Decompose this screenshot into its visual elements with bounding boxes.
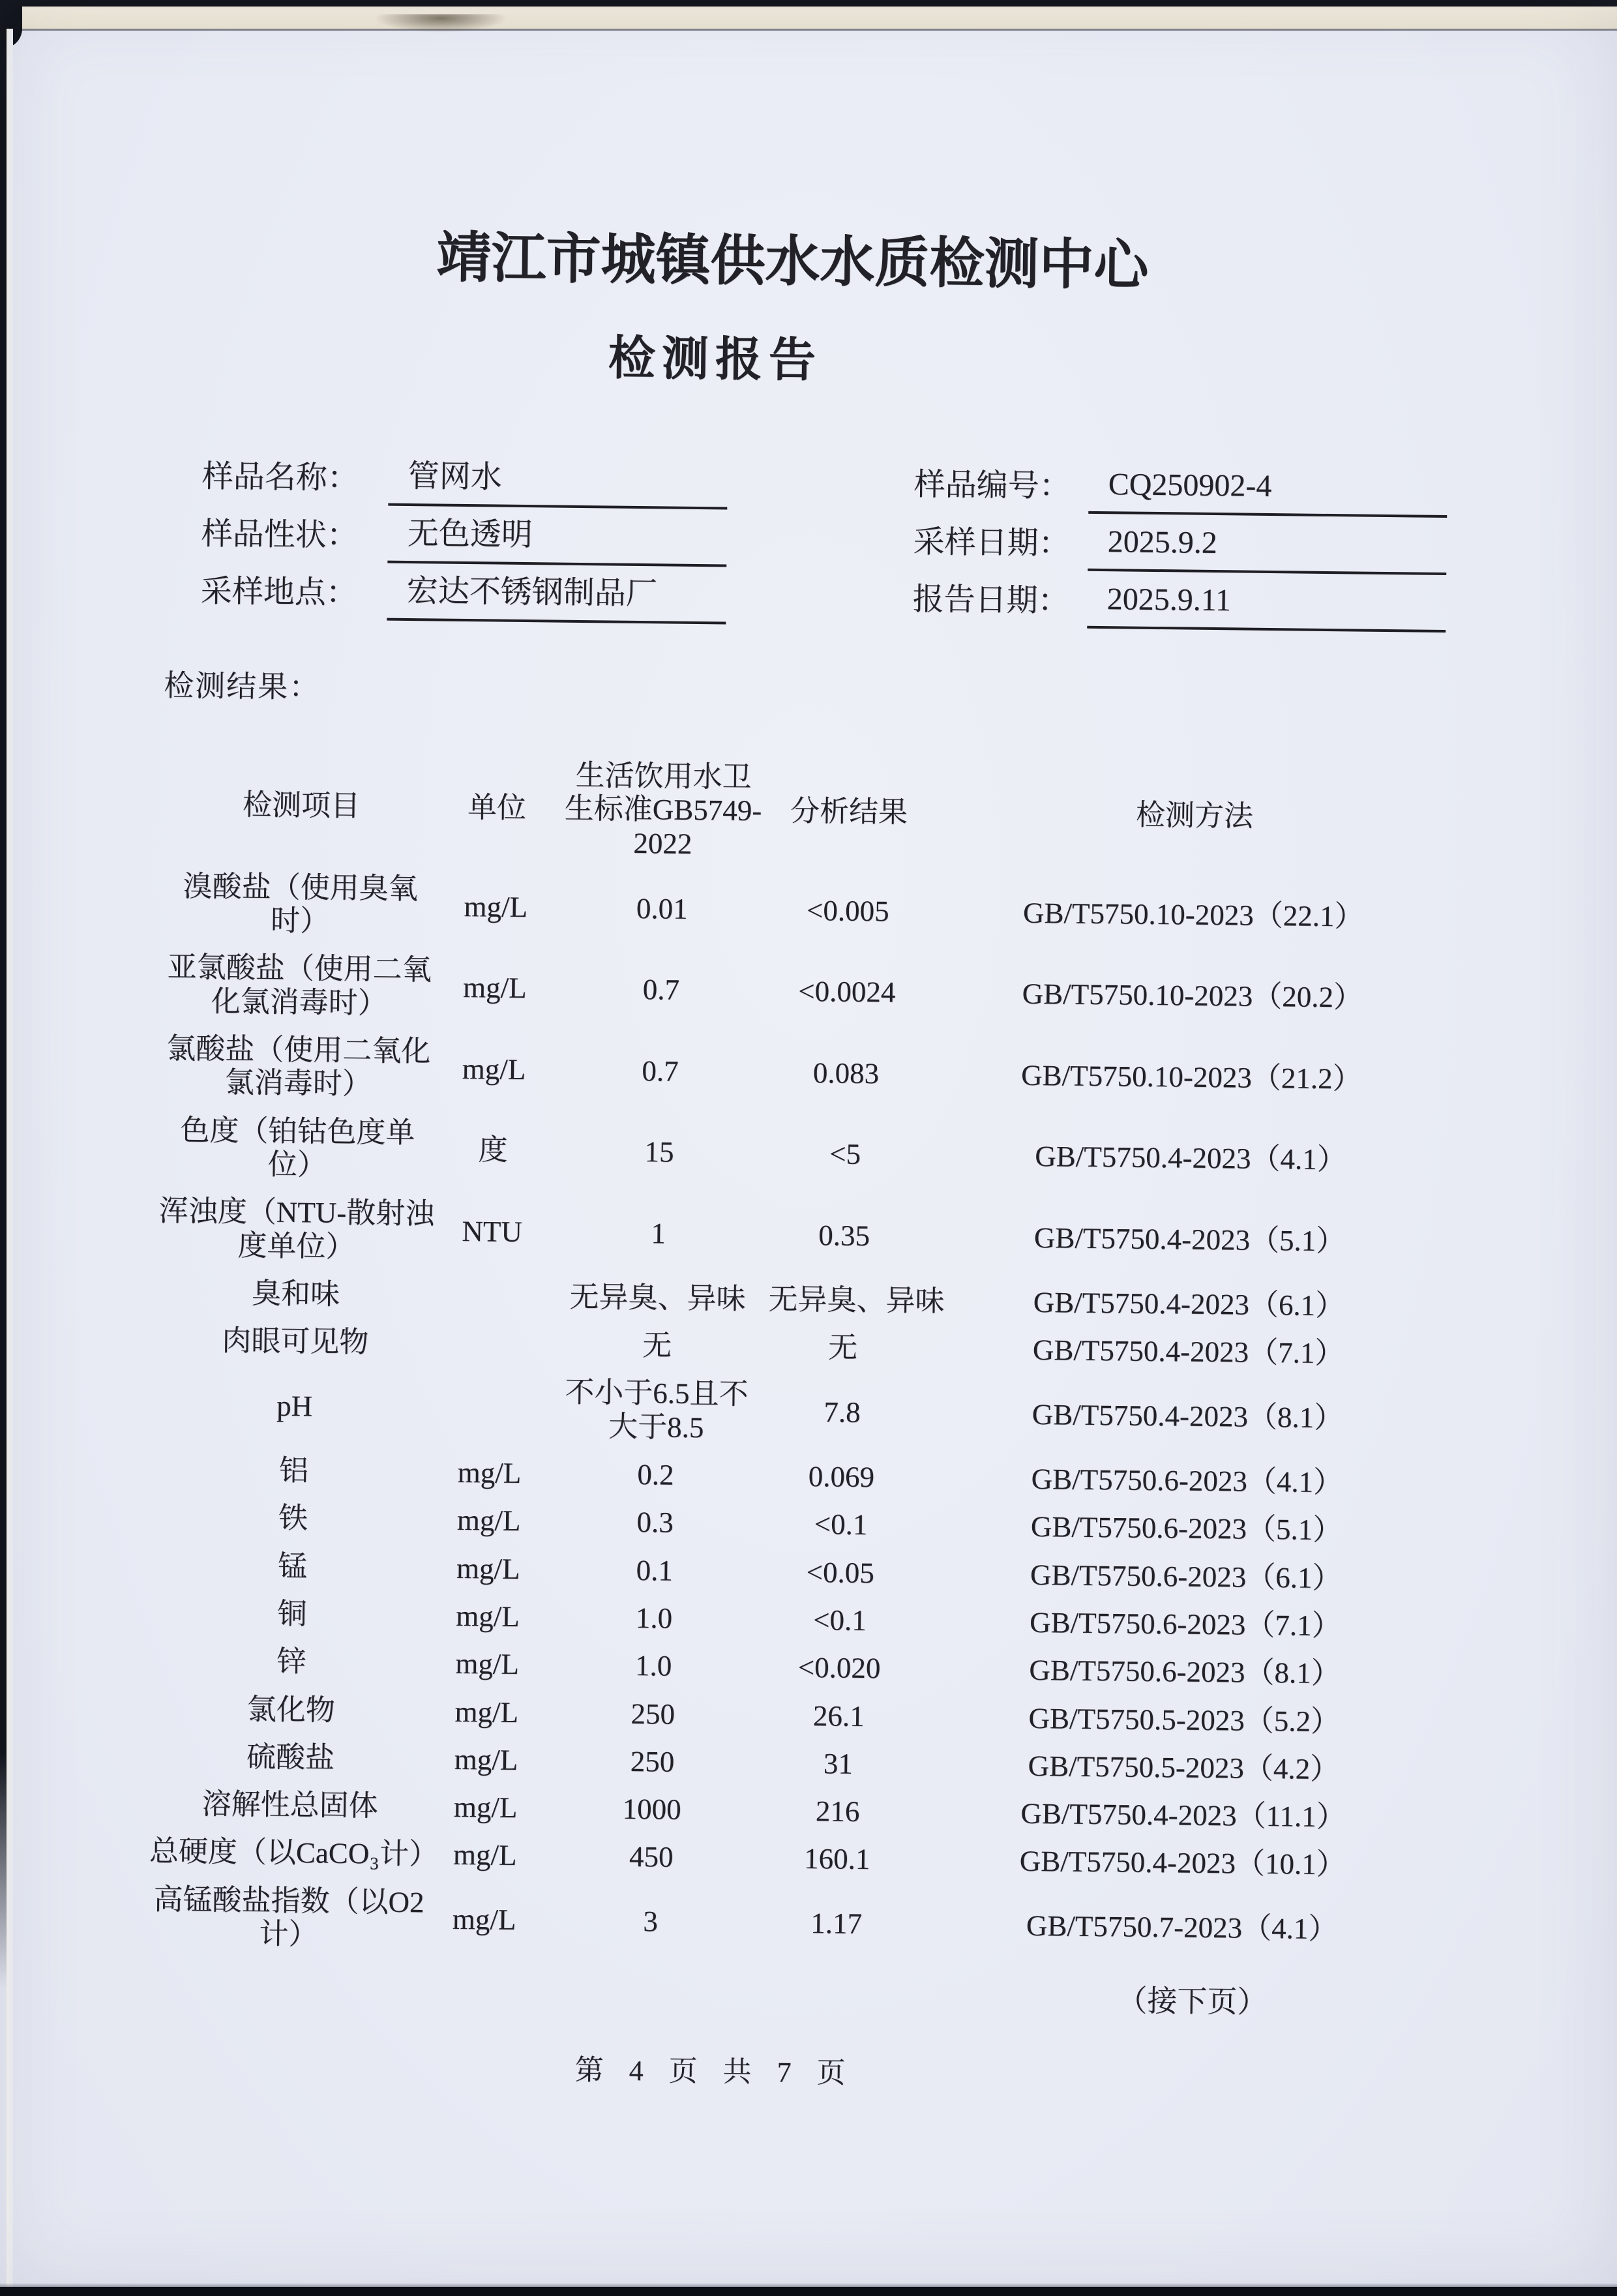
cell-unit	[434, 1367, 546, 1450]
report-date-label: 报告日期：	[912, 582, 1070, 619]
cell-standard: 1.0	[635, 1601, 673, 1635]
cell-standard: 0.01	[636, 891, 688, 925]
cell-result: 216	[815, 1795, 860, 1828]
table-row	[148, 1875, 1453, 1971]
cell-result: <0.020	[797, 1651, 881, 1685]
cell-item: 肉眼可见物	[221, 1324, 369, 1359]
cell-method: GB/T5750.10-2023（22.1）	[1022, 896, 1364, 933]
cell-result: 无异臭、异味	[768, 1283, 945, 1318]
cell-standard: 1	[651, 1217, 666, 1250]
cell-item: 氯酸盐（使用二氧化 氯消毒时）	[166, 1032, 431, 1101]
cell-item: 铜	[277, 1597, 307, 1631]
sample-name-label: 样品名称：	[201, 459, 359, 496]
cell-method: GB/T5750.10-2023（20.2）	[1022, 977, 1363, 1014]
cell-unit: mg/L	[457, 1455, 522, 1490]
cell-result: 无	[827, 1331, 858, 1365]
doc-title: 检测报告	[608, 332, 823, 387]
cell-standard: 0.7	[642, 973, 680, 1006]
cell-unit: mg/L	[455, 1599, 520, 1633]
cell-method: GB/T5750.10-2023（21.2）	[1020, 1058, 1362, 1096]
results-table	[148, 745, 1466, 1972]
cell-item: 高锰酸盐指数（以O2 计）	[153, 1883, 424, 1951]
cell-method: GB/T5750.6-2023（4.1）	[1031, 1462, 1343, 1499]
cell-result: <0.1	[812, 1603, 867, 1637]
sample-character-label: 样品性状：	[201, 516, 359, 554]
cell-item: 臭和味	[251, 1277, 340, 1311]
cell-result: 26.1	[812, 1699, 865, 1733]
cell-unit	[435, 1320, 546, 1369]
cell-method: GB/T5750.4-2023（4.1）	[1035, 1140, 1347, 1176]
col-header-method: 检测方法	[1135, 798, 1254, 833]
cell-unit: mg/L	[462, 971, 527, 1005]
cell-standard: 0.2	[637, 1458, 674, 1491]
cell-result: 0.35	[818, 1219, 870, 1252]
table-row	[156, 1187, 1461, 1283]
continuation-note: （接下页）	[1117, 1984, 1268, 2020]
cell-item: 铁	[278, 1502, 308, 1535]
field-sampling-site	[200, 565, 726, 624]
cell-item: 硫酸盐	[246, 1740, 335, 1774]
cell-standard: 450	[629, 1840, 674, 1874]
cell-method: GB/T5750.4-2023（11.1）	[1020, 1797, 1346, 1834]
cell-unit: mg/L	[453, 1791, 518, 1825]
cell-result: 160.1	[803, 1842, 870, 1876]
cell-standard: 无	[642, 1329, 672, 1362]
cell-unit: mg/L	[456, 1504, 521, 1538]
results-heading: 检测结果：	[163, 668, 321, 704]
cell-standard: 不小于6.5且不 大于8.5	[564, 1376, 749, 1444]
sampling-site-label: 采样地点：	[200, 574, 358, 611]
sample-name-value: 管网水	[388, 458, 728, 510]
cell-method: GB/T5750.5-2023（4.2）	[1028, 1749, 1340, 1786]
field-sample-name	[201, 451, 728, 509]
cell-method: GB/T5750.6-2023（5.1）	[1030, 1510, 1343, 1547]
sample-character-value: 无色透明	[387, 515, 727, 567]
cell-unit: NTU	[462, 1214, 523, 1248]
cell-item: 总硬度（以CaCO₃计）	[149, 1835, 439, 1871]
cell-standard: 15	[644, 1135, 674, 1169]
cell-method: GB/T5750.4-2023（6.1）	[1033, 1285, 1345, 1322]
cell-standard: 无异臭、异味	[569, 1280, 746, 1315]
cell-result: <0.1	[814, 1508, 868, 1542]
cell-method: GB/T5750.7-2023（4.1）	[1026, 1909, 1338, 1946]
cell-method: GB/T5750.6-2023（6.1）	[1030, 1558, 1342, 1594]
table-row	[158, 944, 1463, 1039]
report-date-value: 2025.9.11	[1087, 580, 1446, 633]
page-footer: 第 4 页 共 7 页	[574, 2054, 850, 2089]
cell-item: 锌	[276, 1645, 306, 1678]
sampling-date-label: 采样日期：	[913, 524, 1071, 561]
cell-result: <0.005	[806, 893, 889, 927]
table-row	[158, 1025, 1462, 1121]
cell-standard: 0.3	[636, 1506, 674, 1540]
cell-result: 31	[823, 1747, 853, 1780]
cell-item: 溴酸盐（使用臭氧 时）	[183, 869, 418, 938]
cell-item: 铝	[278, 1454, 309, 1487]
cell-result: <0.0024	[798, 974, 896, 1009]
cell-unit	[436, 1272, 547, 1320]
cell-standard: 3	[643, 1905, 659, 1938]
cell-unit: mg/L	[452, 1903, 516, 1937]
cell-method: GB/T5750.4-2023（5.1）	[1033, 1221, 1346, 1258]
cell-standard: 250	[630, 1697, 675, 1731]
cell-method: GB/T5750.5-2023（5.2）	[1028, 1701, 1341, 1738]
cell-standard: 1000	[622, 1792, 681, 1826]
cell-item: 亚氯酸盐（使用二氧 化氯消毒时）	[167, 951, 432, 1020]
cell-item: 氯化物	[246, 1692, 336, 1727]
cell-result: <5	[829, 1137, 861, 1171]
cell-item: pH	[276, 1389, 313, 1423]
cell-standard: 0.1	[636, 1553, 674, 1587]
cell-unit: mg/L	[452, 1838, 517, 1872]
sampling-site-value: 宏达不锈钢制品厂	[387, 573, 726, 625]
cell-method: GB/T5750.6-2023（8.1）	[1029, 1654, 1341, 1690]
table-row	[154, 1364, 1459, 1460]
cell-standard: 250	[630, 1744, 675, 1778]
cell-unit: mg/L	[462, 1052, 526, 1086]
cell-standard: 0.7	[642, 1054, 679, 1088]
table-header-row	[160, 745, 1466, 878]
cell-result: 1.17	[810, 1907, 863, 1941]
org-title: 靖江市城镇供水水质检测中心	[436, 228, 1150, 297]
sampling-date-value: 2025.9.2	[1088, 523, 1447, 575]
cell-method: GB/T5750.4-2023（8.1）	[1031, 1398, 1344, 1435]
cell-item: 锰	[278, 1549, 308, 1583]
cell-method: GB/T5750.4-2023（7.1）	[1032, 1334, 1344, 1370]
cell-standard: 1.0	[634, 1649, 672, 1682]
field-sample-no	[913, 459, 1447, 518]
cell-unit: mg/L	[464, 889, 528, 923]
cell-item: 溶解性总固体	[201, 1787, 378, 1823]
field-sampling-date	[913, 516, 1447, 575]
cell-item: 浑浊度（NTU-散射浊 度单位）	[158, 1194, 435, 1263]
cell-unit: 度	[478, 1133, 508, 1167]
results-table-body	[148, 863, 1464, 1972]
cell-result: 0.083	[812, 1056, 880, 1090]
cell-result: 7.8	[823, 1395, 861, 1429]
cell-unit: mg/L	[455, 1647, 520, 1681]
sample-no-label: 样品编号：	[913, 467, 1071, 504]
cell-result: 0.069	[808, 1460, 875, 1494]
cell-method: GB/T5750.6-2023（7.1）	[1029, 1605, 1341, 1643]
col-header-item: 检测项目	[242, 788, 361, 823]
cell-method: GB/T5750.4-2023（10.1）	[1019, 1845, 1346, 1881]
field-report-date	[912, 574, 1446, 633]
sample-no-value: CQ250902-4	[1088, 466, 1447, 518]
cell-unit: mg/L	[454, 1695, 519, 1729]
col-header-result: 分析结果	[790, 794, 908, 829]
cell-result: <0.05	[806, 1555, 875, 1589]
cell-unit: mg/L	[456, 1551, 520, 1585]
cell-item: 色度（铂钴色度单 位）	[180, 1113, 415, 1182]
table-row	[156, 1106, 1461, 1202]
field-sample-character	[201, 508, 727, 567]
col-header-unit: 单位	[467, 791, 527, 825]
table-row	[160, 863, 1464, 959]
cell-unit: mg/L	[454, 1742, 518, 1776]
col-header-standard: 生活饮用水卫 生标准GB5749- 2022	[564, 758, 762, 860]
